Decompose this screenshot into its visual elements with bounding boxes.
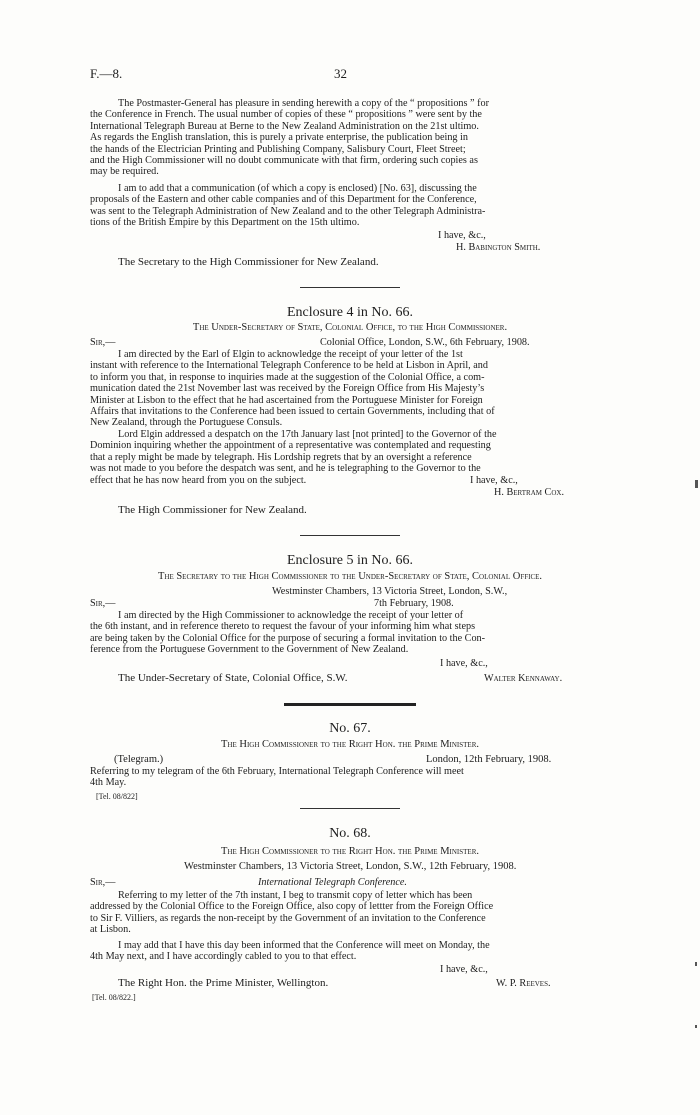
document-code: F.—8. [90,66,123,81]
text-line: Minister at Lisbon to the effect that he had ascertained from the Portuguese Minister for Foreign [90,394,483,406]
divider-rule [300,287,400,288]
enclosure-5-title: Enclosure 5 in No. 66. [287,553,413,568]
scan-edge-mark [695,480,698,488]
text-line: at Lisbon. [90,924,131,936]
no67-body [90,766,616,789]
divider-rule [300,535,400,536]
text-line: New Zealand, through the Portuguese Consuls. [90,417,283,429]
text-line: Referring to my telegram of the 6th February, International Telegraph Conference will meet [90,766,464,777]
enclosure-5-address: Westminster Chambers, 13 Victoria Street, London, S.W., [272,586,508,597]
text-line: proposals of the Eastern and other cable companies and of this Department for the Conference, [90,194,477,206]
enclosure-4-subtitle: The Under-Secretary of State, Colonial Office, to the High Commissioner. [192,322,508,333]
no67-title: No. 67. [329,721,371,736]
text-line: 4th May next, and I have accordingly cabled to you to that effect. [90,951,357,963]
text-line: to inform you that, in response to inquiries made at the suggestion of the Colonial Office, a com- [90,371,485,383]
enclosure-4-title: Enclosure 4 in No. 66. [287,305,413,320]
text-line: As regards the English translation, this is purely a private enterprise, the publication being in [90,132,468,144]
enclosure-4-closing: I have, &c., [470,475,518,486]
divider-rule [300,808,400,809]
text-line: instant with reference to the International Telegraph Conference to be held at Lisbon in April, and [90,360,488,372]
text-line: International Telegraph Bureau at Berne to the New Zealand Administration on the 21st ultimo. [90,120,479,132]
no68-closing: I have, &c., [440,964,488,975]
text-line: I am to add that a communication (of which a copy is enclosed) [No. 63], discussing the [118,183,477,194]
no68-addressee: The Right Hon. the Prime Minister, Wellington. [118,977,329,989]
no68-reference: [Tel. 08/822.] [92,993,136,1002]
page-number: 32 [334,66,347,81]
no68-paragraph-2 [90,940,616,963]
text-line: Affairs that invitations to the Conference had been issued to certain Governments, including that of [90,406,495,418]
text-line: I may add that I have this day been informed that the Conference will meet on Monday, the [118,940,490,951]
text-line: the 6th instant, and in reference thereto to request the favour of your informing him what steps [90,621,476,633]
text-line: the hands of the Electrician Printing and Publishing Company, Salisbury Court, Fleet Street; [90,143,466,155]
enclosure-4-paragraph-2 [90,429,616,475]
scan-edge-mark [695,1025,697,1028]
text-line: may be required. [90,166,159,178]
intro-paragraph-2 [90,183,616,229]
no68-paragraph-1 [90,890,616,936]
text-line: I am directed by the Earl of Elgin to acknowledge the receipt of your letter of the 1st [118,349,463,360]
text-line: 4th May. [90,777,127,789]
text-line: Referring to my letter of the 7th instant, I beg to transmit copy of letter which has been [118,890,473,901]
enclosure-5-addressee: The Under-Secretary of State, Colonial Office, S.W. [118,672,348,684]
intro-addressee: The Secretary to the High Commissioner for New Zealand. [118,256,379,268]
text-line: to Sir F. Villiers, as regards the non-receipt by the Government of an invitation to the Conference [90,912,486,924]
enclosure-5-paragraph-1 [90,610,616,656]
text-line: are being taken by the Colonial Office for the purpose of securing a formal invitation to the Con- [90,632,486,644]
text-line: was sent to the Telegraph Administration of New Zealand and to the other Telegraph Administra- [90,205,486,217]
no68-signature: W. P. Reeves. [496,978,551,989]
text-line: tions of the British Empire by this Department on the 15th ultimo. [90,217,360,229]
no67-reference: [Tel. 08/822] [96,792,138,801]
no68-topic: International Telegraph Conference. [258,877,407,888]
no68-subtitle: The High Commissioner to the Right Hon. the Prime Minister. [221,846,479,857]
no67-subtitle: The High Commissioner to the Right Hon. the Prime Minister. [221,739,479,750]
text-line: munication dated the 21st November last was received by the Foreign Office from His Majesty’s [90,383,485,395]
scan-edge-mark [695,962,697,966]
enclosure-4-address: Colonial Office, London, S.W., 6th February, 1908. [320,337,530,348]
no68-address: Westminster Chambers, 13 Victoria Street, London, S.W., 12th February, 1908. [184,861,517,872]
enclosure-4-paragraph-1 [90,349,616,429]
no67-telegram-label: (Telegram.) [114,754,164,765]
text-line: ference from the Portuguese Government to the Government of New Zealand. [90,644,409,656]
enclosure-4-salutation: Sir,— [90,337,116,348]
text-line: and the High Commissioner will no doubt communicate with that firm, ordering such copies as [90,155,478,167]
no67-dateline: London, 12th February, 1908. [426,754,552,765]
enclosure-4-paragraph-2-end: effect that he has now heard from you on the subject. [90,475,307,486]
no68-title: No. 68. [329,826,371,841]
enclosure-4-signature: H. Bertram Cox. [494,487,564,498]
enclosure-5-date: 7th February, 1908. [374,598,454,609]
no68-salutation: Sir,— [90,877,116,888]
enclosure-5-closing: I have, &c., [440,658,488,669]
section-divider-thick [284,703,416,706]
text-line: that a reply might be made by telegraph. His Lordship regrets that by an oversight a reference [90,451,472,463]
text-line: The Postmaster-General has pleasure in sending herewith a copy of the “ propositions ” for [118,98,489,109]
intro-closing: I have, &c., [438,230,486,241]
text-line: I am directed by the High Commissioner to acknowledge the receipt of your letter of [118,610,464,621]
text-line: addressed by the Colonial Office to the Foreign Office, also copy of lettter from the Foreign Office [90,901,494,913]
text-line: the Conference in French. The usual number of copies of these “ propositions ” were sent by the [90,109,482,121]
intro-signature: H. Babington Smith. [456,242,541,253]
text-line: Lord Elgin addressed a despatch on the 17th January last [not printed] to the Governor of the [118,429,497,440]
enclosure-4-addressee: The High Commissioner for New Zealand. [118,504,307,516]
enclosure-5-subtitle: The Secretary to the High Commissioner to the Under-Secretary of State, Colonial Office. [157,571,543,582]
intro-paragraph-1 [90,98,616,178]
text-line: Dominion inquiring whether the appointment of a representative was contemplated and requesting [90,440,491,452]
text-line: was not made to you before the despatch was sent, and he is telegraphing to the Governor to the [90,463,481,475]
enclosure-5-salutation: Sir,— [90,598,116,609]
enclosure-5-signature: Walter Kennaway. [484,673,563,684]
